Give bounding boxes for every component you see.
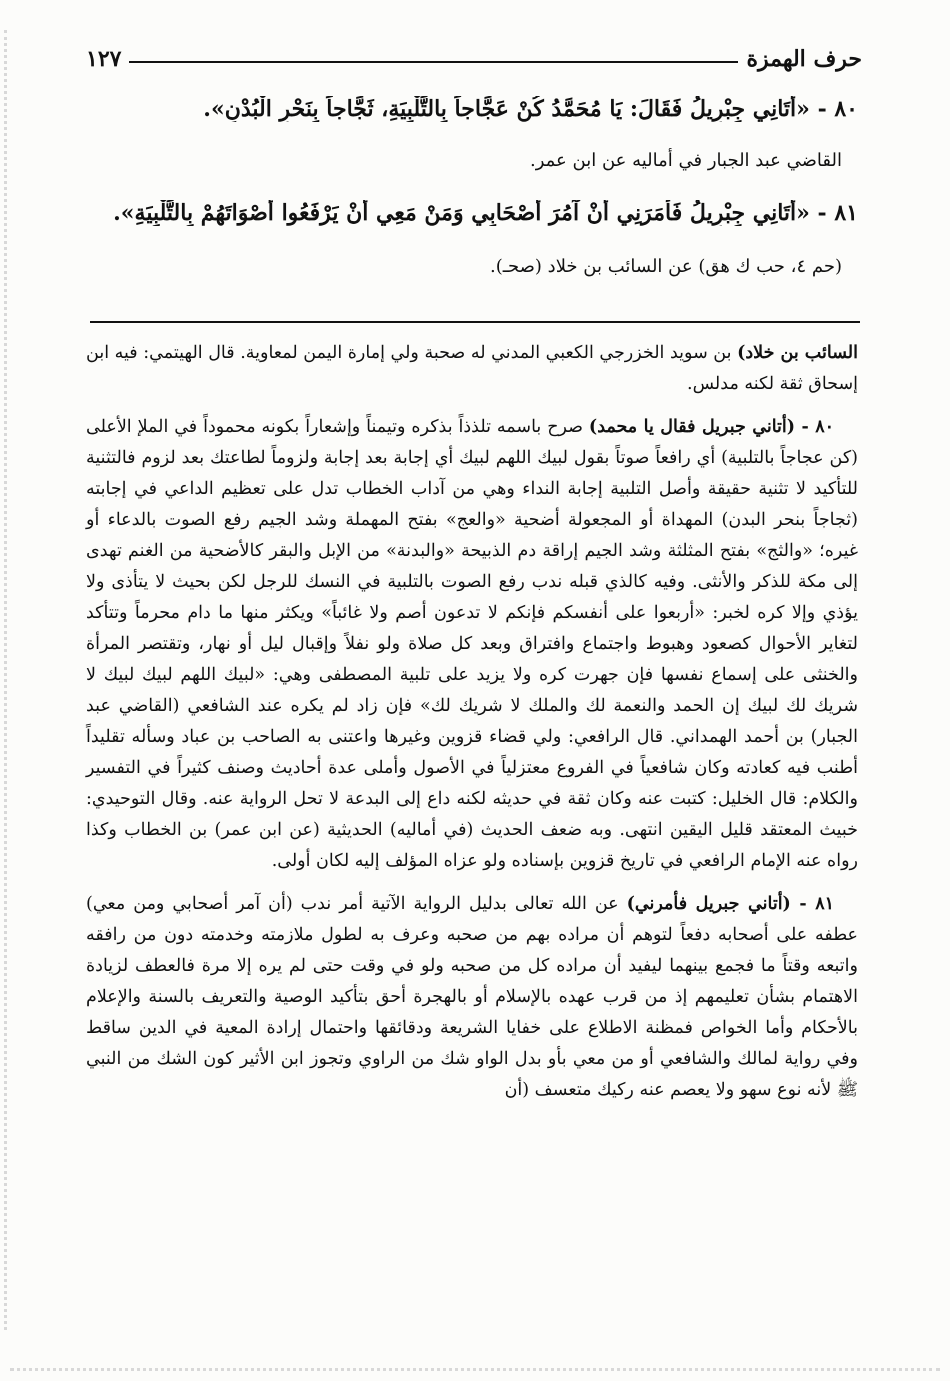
commentary	[86, 338, 858, 1118]
hadith-81-text: ٨١ - «أَتَانِي جِبْرِيلُ فَأَمَرَنِي أَنْ آمُرَ أَصْحَابِي وَمَنْ مَعِي أَنْ يَرْفَعُوا أَصْوَاتَهُمْ بِالتَّلْبِيَةِ».	[113, 200, 858, 226]
commentary-narrator-text: بن سويد الخزرجي الكعبي المدني له صحبة ولي إمارة اليمن لمعاوية. قال الهيتمي: فيه ابن إسحاق ثقة لكنه مدلس.	[86, 343, 858, 394]
commentary-paragraph-81	[86, 889, 858, 1106]
page-number: ١٢٧	[86, 46, 122, 72]
scan-edge-bottom	[10, 1354, 940, 1371]
hadith-80-source: القاضي عبد الجبار في أماليه عن ابن عمر.	[529, 150, 842, 171]
commentary-81-text: عن الله تعالى بدليل الرواية الآتية أمر ندب (أن آمر أصحابي ومن معي) عطفه على أصحابه دفعاً لتوهم أن مراده بهم من صحبه وعرف به لطول ملازمته وخدمته دون من رافقه واتبعه وقتاً ما فجمع بينهما ليفيد أن مراده كل من صحبه ولو في وقت حتى لم يره إلا مرة فالعطف لزيادة الاهتمام بشأن تعليمهم إذ من قرب عهده بالإسلام أو بالهجرة أحق بتأكيد الوصية والتعريف بالسنة والإعلام بالأحكام وأما الخواص فمظنة الاطلاع على خفايا الشريعة ودقائقها واحتمال إرادة المعية في الدين ساقط وفي رواية لمالك والشافعي أو من معي بأو بدل الواو شك من الراوي وتجوز ابن الأثير كون الشك من النبي ﷺ لأنه نوع سهو ولا يعصم عنه ركيك متعسف (أن	[86, 894, 858, 1100]
commentary-paragraph-narrator	[86, 338, 858, 400]
commentary-80-text: صرح باسمه تلذذاً بذكره وتيمناً وإشعاراً بكونه محموداً في الملإ الأعلى (كن عجاجاً بالتلبية) أي رافعاً صوتاً بقول لبيك اللهم لبيك أي إجابة بعد إجابة ولزوماً لطاعتك بعد لزوم فالتثنية للتأكيد لا تثنية حقيقة وأصل التلبية إجابة النداء وهي من آداب الخطاب تدل على تعظيم الداعي في إجابته (ثجاجاً بنحر البدن) المهداة أو المجعولة أضحية «والعج» بفتح المهملة وشد الجيم رفع الصوت بالدعاء أو غيره؛ «والثج» بفتح المثلثة وشد الجيم إراقة دم الذبيحة «والبدنة» من الإبل والبقر كالأضحية من الغنم تهدى إلى مكة للذكر والأنثى. وفيه كالذي قبله ندب رفع الصوت بالتلبية في النسك للرجل لكن بحيث لا يتأذى ولا يؤذي وإلا كره لخبر: «أربعوا على أنفسكم فإنكم لا تدعون أصم ولا غائباً» ويكثر منها ما دام محرماً وتتأكد لتغاير الأحوال كصعود وهبوط واجتماع وافتراق وبعد كل صلاة ولو نفلاً وإقبال ليل أو نهار، وتقتصر المرأة والخنثى على إسماع نفسها فإن جهرت كره ولا يزيد على تلبية المصطفى وهي: «لبيك اللهم لبيك لبيك لا شريك لك لبيك إن الحمد والنعمة لك والملك لا شريك لك» فإن زاد لم يكره عند الشافعي (القاضي عبد الجبار) بن أحمد الهمداني. قال الرافعي: ولي قضاء قزوين وغيرها واعتنى به الصاحب بن عباد وسأله تقليداً أطنب فيه كعادته وكان شافعياً في الفروع معتزلياً في الأصول وأملى عدة أحاديث وصنف كثيراً في التفسير والكلام: قال الخليل: كتبت عنه وكان ثقة في حديثه لكنه داع إلى البدعة لا تحل الرواية عنه. وقال التوحيدي: خبيث المعتقد قليل اليقين انتهى. وبه ضعف الحديث (في أماليه) الحديثية (عن ابن عمر) بن الخطاب وكذا رواه عنه الإمام الرافعي في تاريخ قزوين بإسناده ولو عزاه المؤلف إليه لكان أولى.	[86, 417, 858, 871]
commentary-paragraph-80	[86, 412, 858, 877]
commentary-81-heading: ٨١ - (أتاني جبريل فأمرني)	[626, 894, 834, 914]
scan-edge-left	[4, 30, 21, 1330]
hadith-81-source: (حم ٤، حب ك هق) عن السائب بن خلاد (صحـ).	[490, 256, 842, 277]
hadith-81	[86, 200, 858, 226]
hadith-80-text: ٨٠ - «أَتَانِي جِبْرِيلُ فَقَالَ: يَا مُحَمَّدُ كُنْ عَجَّاجاً بِالتَّلْبِيَةِ، ثَجَّاجاً بِنَحْرِ الْبُدْنِ».	[203, 96, 858, 122]
header-rule	[129, 61, 738, 63]
commentary-80-heading: ٨٠ - (أتاني جبريل فقال يا محمد)	[588, 417, 834, 437]
page-header	[86, 32, 862, 72]
commentary-narrator-heading: السائب بن خلاد)	[737, 343, 858, 363]
chapter-title: حرف الهمزة	[746, 46, 862, 72]
hadith-80	[86, 96, 858, 122]
footnote-divider	[90, 321, 860, 323]
